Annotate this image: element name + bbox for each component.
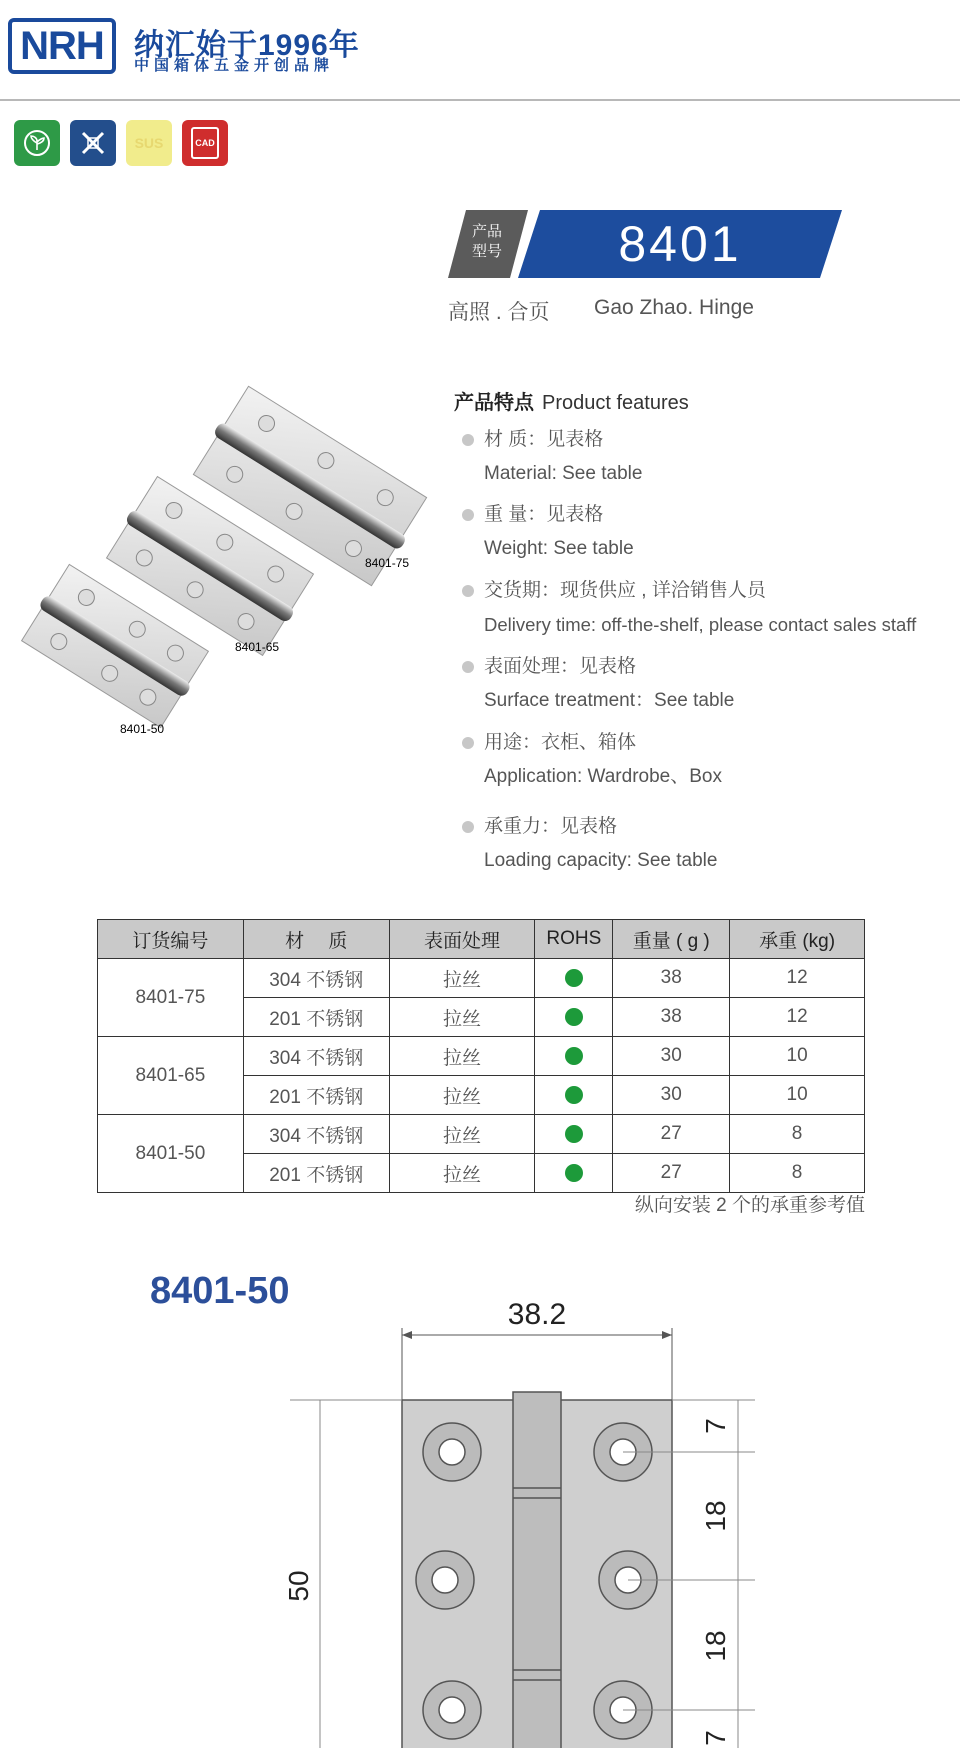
hinge-label-65: 8401-65: [235, 640, 280, 654]
slogan-main: 始于1996年: [196, 29, 360, 62]
model-number: 8401: [618, 216, 742, 272]
table-row: 8401-50 304 不锈钢 拉丝 27 8: [98, 1115, 865, 1154]
order-code: 8401-65: [98, 1037, 244, 1115]
table-row: 8401-75 304 不锈钢 拉丝 38 12: [98, 959, 865, 998]
brand-slogan-sub: 中国箱体五金开创品牌: [134, 57, 335, 74]
eco-leaf-icon: [14, 120, 60, 166]
col-rohs: ROHS: [535, 920, 613, 959]
feature-item: 材 质：见表格 Material: See table: [462, 423, 960, 491]
hinge-label-75: 8401-75: [365, 556, 410, 570]
model-tag-label: 产品 型号: [471, 223, 502, 260]
feature-item: 表面处理：见表格 Surface treatment：See table: [462, 650, 960, 718]
feature-item: 用途：衣柜、箱体 Application: Wardrobe、Box: [462, 726, 960, 794]
rohs-dot: [565, 1125, 583, 1143]
table-row: 201 不锈钢 拉丝 30 10: [98, 1076, 865, 1115]
dim-bottom: 7: [700, 1730, 731, 1746]
table-note: 纵向安装 2 个的承重参考值: [634, 1195, 865, 1216]
dim-top: 7: [700, 1418, 731, 1434]
feature-item: 承重力：见表格 Loading capacity: See table: [462, 810, 960, 878]
table-row: 201 不锈钢 拉丝 27 8: [98, 1154, 865, 1193]
rohs-dot: [565, 1008, 583, 1026]
header-divider: [0, 99, 960, 101]
drawing-title: 8401-50: [150, 1270, 290, 1312]
rohs-dot: [565, 1086, 583, 1104]
product-name-cn: 高照 . 合页: [448, 301, 550, 324]
table-row: 8401-65 304 不锈钢 拉丝 30 10: [98, 1037, 865, 1076]
tools-icon: [70, 120, 116, 166]
dim-width: 38.2: [507, 1298, 567, 1331]
rohs-dot: [565, 969, 583, 987]
dim-mid1: 18: [700, 1500, 731, 1532]
product-name-en: Gao Zhao. Hinge: [594, 296, 754, 319]
feature-item: 交货期：现货供应 , 详洽销售人员 Delivery time: off-the-shelf, please contact sales staff: [462, 574, 960, 642]
rohs-dot: [565, 1164, 583, 1182]
brand-name: 纳汇: [134, 29, 196, 62]
col-surface: 表面处理: [389, 920, 535, 959]
col-load: 承重 (kg): [730, 920, 865, 959]
features-title: 产品特点 Product features: [454, 392, 689, 414]
table-row: 201 不锈钢 拉丝 38 12: [98, 998, 865, 1037]
hinge-label-50: 8401-50: [120, 722, 165, 736]
cad-label: CAD: [191, 127, 219, 159]
order-code: 8401-50: [98, 1115, 244, 1193]
cad-icon: [182, 120, 228, 166]
col-material: 材 质: [243, 920, 389, 959]
col-order-code: 订货编号: [98, 920, 244, 959]
col-weight: 重量 ( g ): [613, 920, 730, 959]
dim-mid2: 18: [700, 1630, 731, 1662]
technical-drawing: [280, 1290, 780, 1748]
dim-height: 50: [283, 1570, 314, 1602]
sus-icon: SUS: [126, 120, 172, 166]
spec-table: [97, 919, 865, 1193]
rohs-dot: [565, 1047, 583, 1065]
brand-logo: NRH: [8, 18, 116, 74]
feature-item: 重 量：见表格 Weight: See table: [462, 498, 960, 566]
table-header-row: [98, 920, 865, 959]
hinge-illustration: [10, 376, 450, 756]
order-code: 8401-75: [98, 959, 244, 1037]
